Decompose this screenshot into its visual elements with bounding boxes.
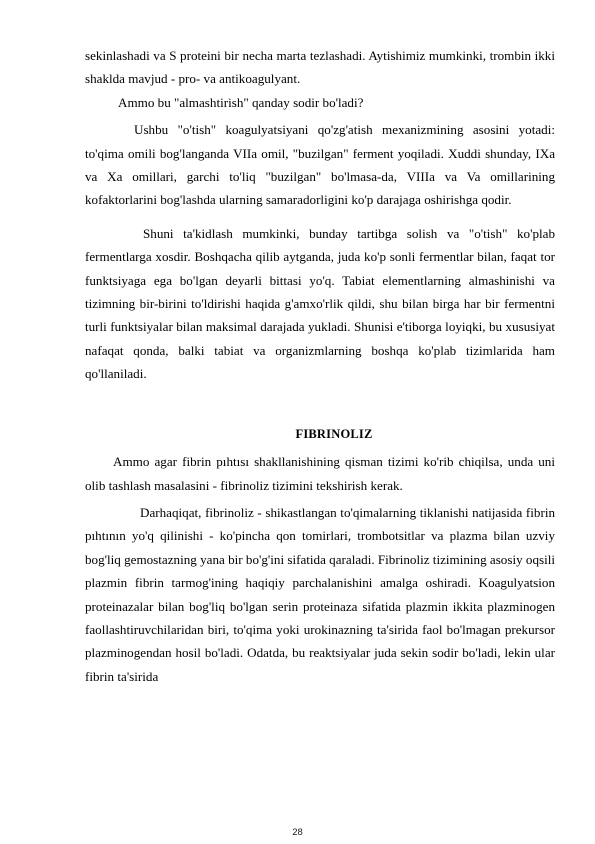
paragraph-5: Ammo agar fibrin pıhtısı shakllanishining qisman tizimi ko'rib chiqilsa, unda uni olib tashlash masalasini - fibrinoliz tizimini tekshirish kerak.	[85, 454, 555, 493]
page-content	[85, 44, 555, 688]
section-heading: FIBRINOLIZ	[295, 426, 373, 441]
paragraph-1: sekinlashadi va S proteini bir necha marta tezlashadi. Aytishimiz mumkinki, trombin ikki shaklda mavjud - pro- va antikoagulyant.	[85, 48, 555, 87]
paragraph-3: Ushbu "o'tish" koagulyatsiyani qo'zg'atish mexanizmining asosini yotadi: to'qima omili bog'langanda VIIa omil, "buzilgan" ferment yoqiladi. Xuddi shunday, IXa va Xa omillari, garchi to'liq "buzilgan" bo'lmasa-da, VIIIa va Va omillarining kofaktorlarini bog'lashda ularning samaradorligini ko'p darajaga oshirishga qodir.	[85, 122, 555, 208]
page-number: 28	[292, 827, 303, 838]
paragraph-2: Ammo bu "almashtirish" qanday sodir bo'ladi?	[118, 94, 364, 110]
paragraph-4: Shuni ta'kidlash mumkinki, bunday tartibga solish va "o'tish" ko'plab fermentlarga xosdir. Boshqacha qilib aytganda, juda ko'p sonli fermentlar bilan, faqat tor funktsiyaga ega bo'lgan deyarli bittasi yo'q. Tabiat elementlarning almashinishi va tizimning bir-birini to'ldirishi haqida g'amxo'rlik qildi, shu bilan birga har bir fermentni turli funktsiyalar bilan maksimal darajada yukladi. Shunisi e'tiborga loyiqki, bu xususiyat nafaqat qonda, balki tabiat va organizmlarning boshqa ko'plab tizimlarida ham qo'llaniladi.	[85, 225, 555, 382]
paragraph-6: Darhaqiqat, fibrinoliz - shikastlangan to'qimalarning tiklanishi natijasida fibrin pıhtının yo'q qilinishi - ko'pincha qon tomirlari, trombotsitlar va plazma bilan uzviy bog'liq gemostazning yana bir bo'g'ini sifatida qaraladi. Fibrinoliz tizimining asosiy oqsili plazmin fibrin tarmog'ining haqiqiy parchalanishini amalga oshiradi. Koagulyatsion proteinazalar bilan bog'liq bo'lgan serin proteinaza sifatida plazmin ikkita plazminogen faollashtiruvchilaridan biri, to'qima yoki urokinazning ta'sirida faol bo'lmagan prekursor plazminogendan hosil bo'ladi. Odatda, bu reaktsiyalar juda sekin sodir bo'ladi, lekin ular fibrin ta'sirida	[85, 504, 556, 684]
